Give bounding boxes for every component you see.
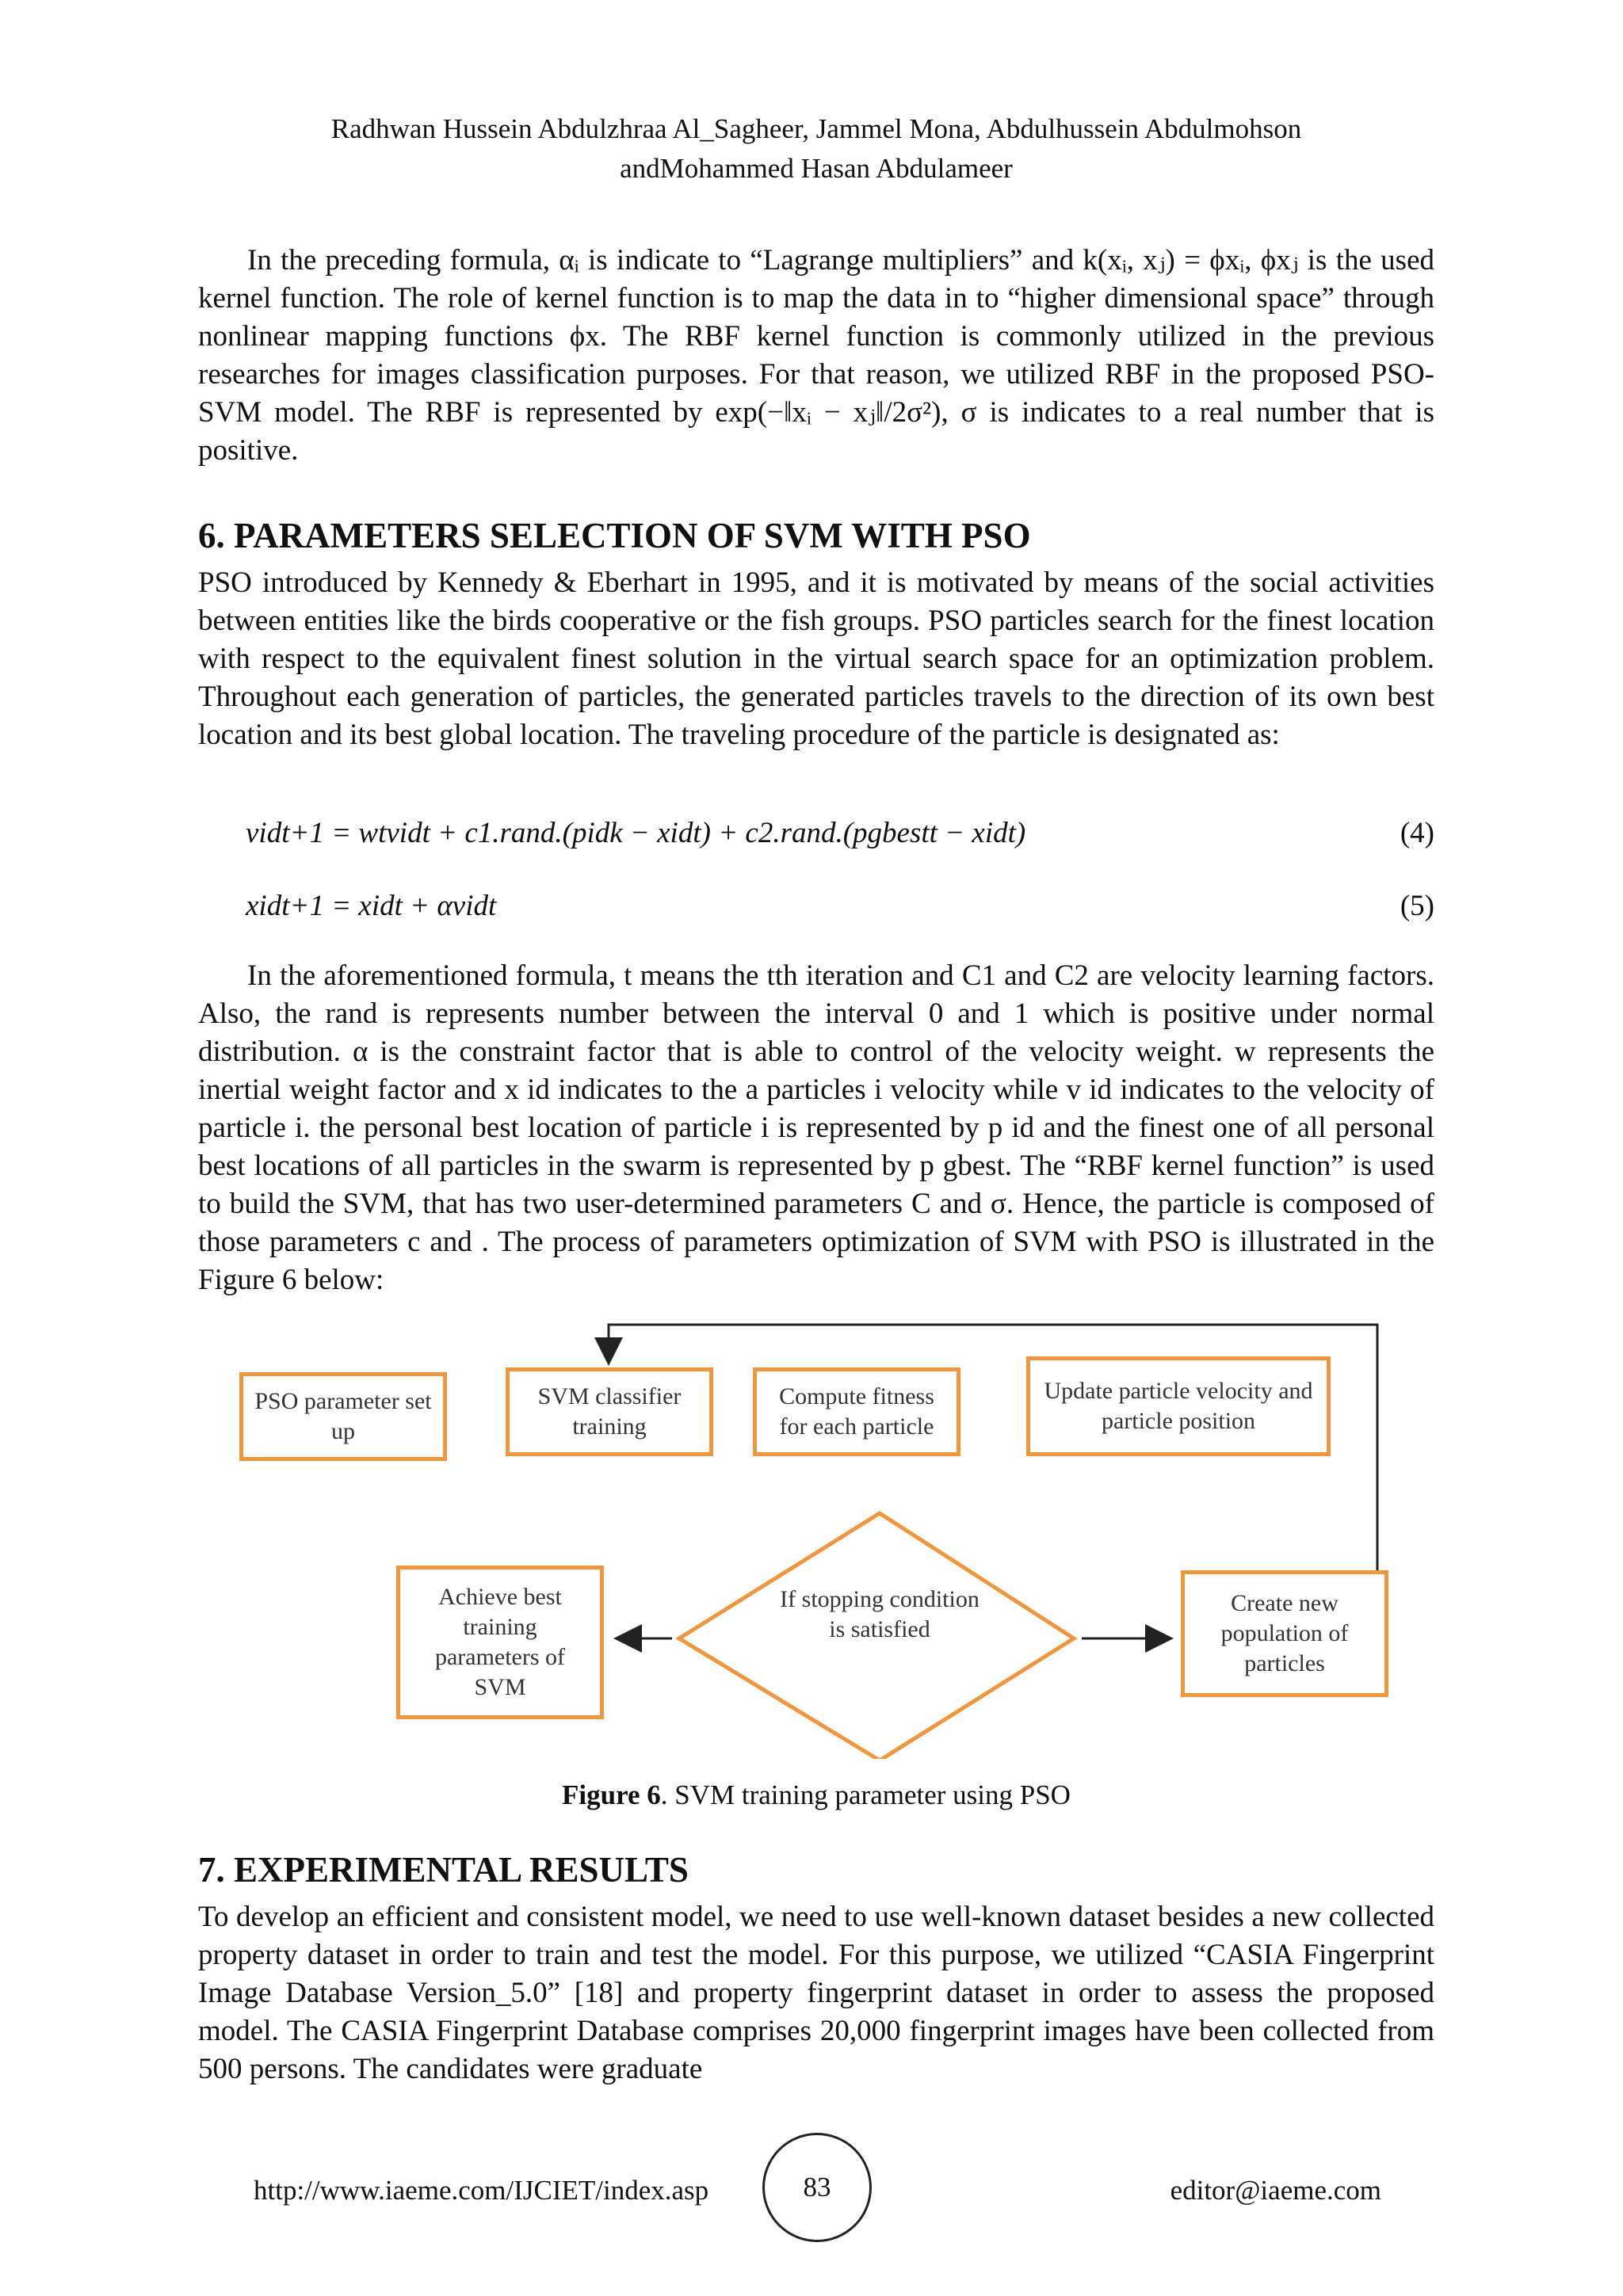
running-header	[198, 109, 1434, 189]
section-7-heading: 7. EXPERIMENTAL RESULTS	[198, 1850, 689, 1890]
pso-setup-box	[239, 1372, 447, 1461]
header-authors-line2: andMohammed Hasan Abdulameer	[620, 153, 1013, 184]
svm-training-label: SVM classifier training	[537, 1383, 682, 1440]
new-population-box	[1181, 1570, 1388, 1697]
diamond-label: If stopping condition is satisfied	[780, 1586, 980, 1642]
equation-4-text: vidt+1 = wtvidt + c1.rand.(pidk − xidt) + c2.rand.(pgbestt − xidt)	[246, 817, 1026, 849]
new-population-label: Create new population of particles	[1220, 1590, 1349, 1676]
pso-setup-label: PSO parameter set up	[254, 1388, 432, 1444]
footer-email[interactable]: editor@iaeme.com	[1170, 2175, 1381, 2206]
equation-4	[246, 814, 1434, 852]
footer-url[interactable]: http://www.iaeme.com/IJCIET/index.asp	[254, 2175, 709, 2206]
page-number	[762, 2133, 872, 2242]
equation-5-number: (5)	[1400, 890, 1434, 922]
header-authors-line1: Radhwan Hussein Abdulzhraa Al_Sagheer, Jammel Mona, Abdulhussein Abdulmohson	[330, 113, 1302, 144]
pso-explanation-paragraph: In the aforementioned formula, t means the tth iteration and C1 and C2 are velocity learning factors. Also, the rand is represents number between the interval 0 and 1 which is positive under normal distribution. α is the constraint factor that is able to control of the velocity weight. w represents the inertial weight factor and x id indicates to the a particles i velocity while v id indicates to the velocity of particle i. the personal best location of particle i is represented by p id and the finest one of all personal best locations of all particles in the swarm is represented by p gbest. The “RBF kernel function” is used to build the SVM, that has two user-determined parameters C and σ. Hence, the particle is composed of those parameters c and . The process of parameters optimization of SVM with PSO is illustrated in the Figure 6 below:	[198, 959, 1434, 1296]
experimental-results-paragraph: To develop an efficient and consistent model, we need to use well-known dataset besides a new collected property dataset in order to train and test the model. For this purpose, we utilized “CASIA Fingerprint Image Database Version_5.0” [18] and property fingerprint dataset in order to assess the proposed model. The CASIA Fingerprint Database comprises 20,000 fingerprint images have been collected from 500 persons. The candidates were graduate	[198, 1901, 1434, 2085]
caption-text: . SVM training parameter using PSO	[660, 1779, 1071, 1810]
compute-fitness-box	[753, 1367, 960, 1456]
update-particle-label: Update particle velocity and particle position	[1044, 1378, 1313, 1434]
compute-fitness-label: Compute fitness for each particle	[779, 1383, 934, 1440]
svm-training-box	[506, 1367, 713, 1456]
achieve-best-label: Achieve best training parameters of SVM	[434, 1584, 566, 1700]
update-particle-box	[1026, 1356, 1331, 1456]
caption-label: Figure 6	[562, 1779, 661, 1810]
equation-4-number: (4)	[1400, 817, 1434, 849]
kernel-paragraph: In the preceding formula, αᵢ is indicate to “Lagrange multipliers” and k(xᵢ, xⱼ) = ϕxᵢ, ϕxⱼ is the used kernel function. The role of kernel function is to map the data in to “higher dimensional space” through nonlinear mapping functions ϕx. The RBF kernel function is commonly utilized in the previous researches for images classification purposes. For that reason, we utilized RBF in the proposed PSO-SVM model. The RBF is represented by exp(−‖xᵢ − xⱼ‖/2σ²), σ is indicates to a real number that is positive.	[198, 244, 1434, 467]
figure-6-flowchart	[198, 1315, 1434, 1759]
equation-5	[246, 887, 1434, 925]
pso-intro-paragraph: PSO introduced by Kennedy & Eberhart in 1995, and it is motivated by means of the social activities between entities like the birds cooperative or the fish groups. PSO particles search for the finest location with respect to the equivalent finest solution in the virtual search space for an optimization problem. Throughout each generation of particles, the generated particles travels to the direction of its own best location and its best global location. The traveling procedure of the particle is designated as:	[198, 566, 1434, 751]
page-number-text: 83	[803, 2172, 831, 2203]
figure-6-caption	[198, 1777, 1434, 1814]
section-6-heading: 6. PARAMETERS SELECTION OF SVM WITH PSO	[198, 516, 1031, 555]
equation-5-text: xidt+1 = xidt + αvidt	[246, 890, 497, 922]
achieve-best-box	[396, 1566, 604, 1719]
